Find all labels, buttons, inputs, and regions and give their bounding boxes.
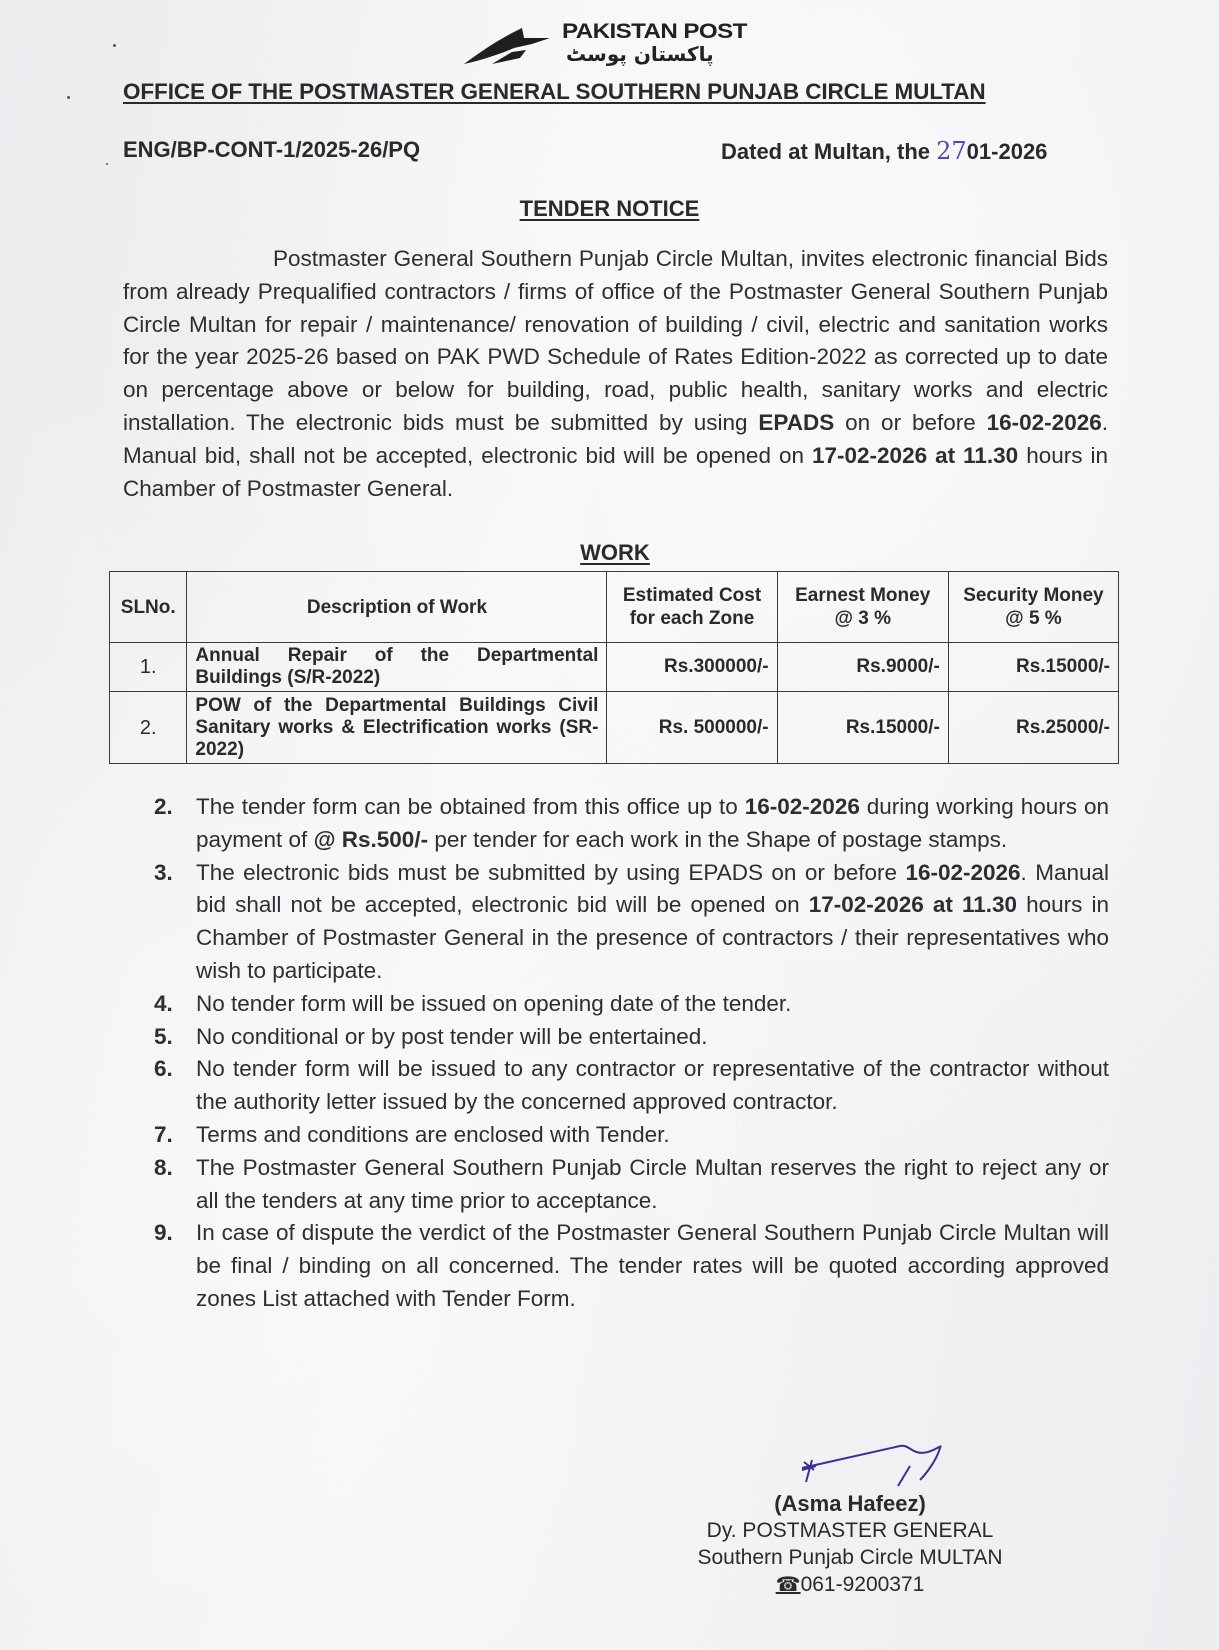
header-description: Description of Work <box>187 572 607 643</box>
table-row <box>110 643 1119 692</box>
condition-bold: 16-02-2026 <box>744 794 860 819</box>
para-bold-epads: EPADS <box>758 409 835 435</box>
condition-text: during working hours on payment of <box>196 794 1109 852</box>
reference-number: ENG/BP-CONT-1/2025-26/PQ <box>123 137 421 162</box>
cell-estimated-cost: Rs. 500000/- <box>607 692 777 764</box>
condition-text: The electronic bids must be submitted by using EPADS on or before <box>196 859 906 885</box>
dated-suffix: 01-2026 <box>966 139 1048 164</box>
cell-estimated-cost: Rs.300000/- <box>607 643 777 692</box>
header-sl-no: SLNo. <box>110 572 187 643</box>
para-text: hours in Chamber of Postmaster General. <box>123 442 1108 501</box>
header-earnest-money: Earnest Money @ 3 % <box>777 572 948 643</box>
pakistan-post-bird-icon <box>462 24 552 66</box>
dated-prefix: Dated at Multan, the <box>721 139 937 164</box>
condition-bold: 16-02-2026 <box>905 859 1021 885</box>
cell-security-money: Rs.15000/- <box>948 643 1118 692</box>
condition-item <box>154 988 1109 1021</box>
condition-text: . Manual bid shall not be accepted, electronic bid will be opened on <box>196 859 1109 918</box>
condition-text: No tender form will be issued on opening date of the tender. <box>196 990 792 1016</box>
condition-bold: 17-02-2026 at 11.30 <box>808 892 1018 918</box>
cell-earnest-money: Rs.9000/- <box>777 643 948 692</box>
condition-number: 7. <box>154 1121 173 1147</box>
condition-item <box>154 1021 1109 1054</box>
condition-text: The Postmaster General Southern Punjab Circle Multan reserves the right to reject any or all the tenders at any time prior to acceptance. <box>196 1154 1109 1213</box>
condition-number: 5. <box>154 1023 173 1049</box>
cell-sl-no: 2. <box>110 692 187 764</box>
work-table-title: WORK <box>580 540 650 565</box>
scan-speck <box>113 44 116 47</box>
condition-item <box>154 1119 1109 1152</box>
condition-item <box>154 1217 1109 1315</box>
table-header-row <box>110 572 1119 643</box>
condition-number: 9. <box>154 1220 173 1246</box>
condition-text: No conditional or by post tender will be entertained. <box>196 1023 708 1049</box>
signatory-designation: Dy. POSTMASTER GENERAL <box>706 1519 994 1542</box>
scan-speck <box>67 96 70 99</box>
telephone-icon: ☎ <box>775 1574 801 1596</box>
para-text: . Manual bid, shall not be accepted, electronic bid will be opened on <box>123 409 1108 468</box>
pakistan-post-logo <box>462 16 782 66</box>
cell-sl-no: 1. <box>110 643 187 692</box>
conditions-list <box>154 791 1109 1316</box>
condition-number: 2. <box>154 794 173 819</box>
signatory-phone: 061-9200371 <box>800 1573 925 1596</box>
para-text: Postmaster General Southern Punjab Circle Multan, invites electronic financial Bids from already Prequalified contractors / firms of office of the Postmaster General Southern Punjab Circle Multan for repair / maintenance/ renovation of building / civil, electric and sanitation works for the year 2025-26 based on PAK PWD Schedule of Rates Edition-2022 as corrected up to date on percentage above or below for building, road, public health, sanitary works and electric installation. The electronic bids must be submitted by using <box>123 246 1108 435</box>
condition-item <box>154 1152 1109 1218</box>
signatory-office: Southern Punjab Circle MULTAN <box>697 1546 1003 1569</box>
condition-number: 3. <box>154 859 173 885</box>
brand-name-urdu: پاکستان پوسٹ <box>566 42 714 66</box>
condition-text: The tender form can be obtained from this office up to <box>196 794 745 819</box>
para-bold-opening-datetime: 17-02-2026 at 11.30 <box>812 442 1019 468</box>
condition-item <box>154 1053 1109 1119</box>
table-row <box>110 692 1119 764</box>
cell-description: POW of the Departmental Buildings Civil Sanitary works & Electrification works (SR-2022) <box>187 692 607 764</box>
cell-security-money: Rs.25000/- <box>948 692 1118 764</box>
condition-text: per tender for each work in the Shape of postage stamps. <box>428 826 1008 852</box>
condition-text: No tender form will be issued to any contractor or representative of the contractor without the authority letter issued by the concerned approved contractor. <box>196 1056 1109 1115</box>
dated-handwritten-day: 27 <box>936 137 967 165</box>
condition-text: hours in Chamber of Postmaster General in the presence of contractors / their representatives who wish to participate. <box>196 892 1109 983</box>
para-bold-submission-date: 16-02-2026 <box>986 409 1102 435</box>
notice-paragraph <box>123 243 1108 505</box>
brand-name-english: PAKISTAN POST <box>562 20 747 43</box>
header-estimated-cost: Estimated Cost for each Zone <box>607 572 777 643</box>
condition-number: 6. <box>154 1056 173 1082</box>
cell-description: Annual Repair of the Departmental Buildings (S/R-2022) <box>187 643 607 692</box>
condition-number: 4. <box>154 990 173 1016</box>
para-text: on or before <box>834 409 987 435</box>
work-table <box>109 571 1119 764</box>
signatory-name: (Asma Hafeez) <box>774 1491 926 1516</box>
dated-line <box>721 137 1047 165</box>
condition-number: 8. <box>154 1154 173 1180</box>
signatory-phone-line <box>660 1571 1040 1599</box>
office-title: OFFICE OF THE POSTMASTER GENERAL SOUTHERN PUNJAB CIRCLE MULTAN <box>123 79 986 104</box>
cell-earnest-money: Rs.15000/- <box>777 692 948 764</box>
notice-title: TENDER NOTICE <box>519 196 700 221</box>
condition-item <box>154 791 1109 857</box>
header-security-money: Security Money @ 5 % <box>948 572 1118 643</box>
scan-speck <box>106 163 108 165</box>
condition-item <box>154 857 1109 988</box>
condition-bold: @ Rs.500/- <box>313 826 429 852</box>
condition-text: Terms and conditions are enclosed with Tender. <box>196 1121 670 1147</box>
condition-text: In case of dispute the verdict of the Postmaster General Southern Punjab Circle Multan will be final / binding on all concerned. The tender rates will be quoted according approved zones List attached with Tender Form. <box>196 1220 1109 1311</box>
signatory-block <box>660 1490 1040 1599</box>
